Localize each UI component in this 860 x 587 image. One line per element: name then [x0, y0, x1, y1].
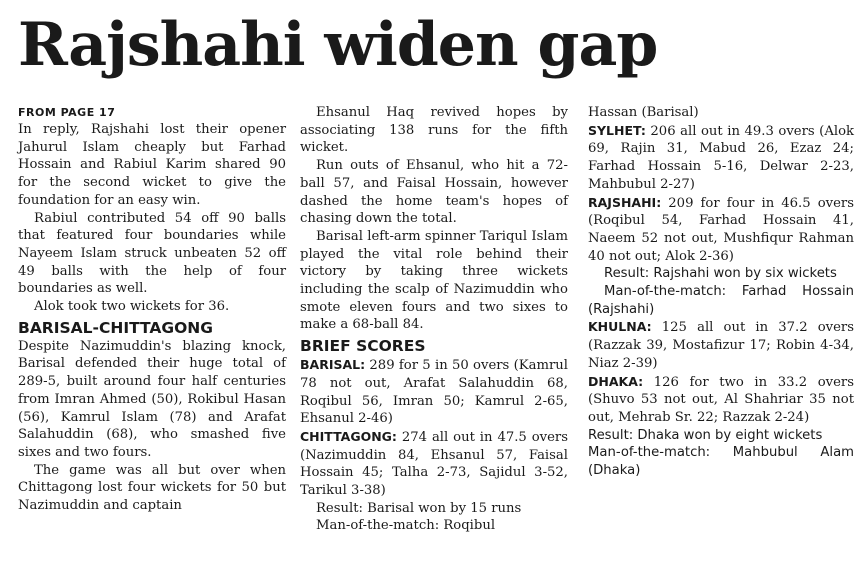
- man-of-the-match: Man-of-the-match: Roqibul: [316, 518, 496, 534]
- score-text: 289 for 5 in 50 overs (Kamrul 78 not out, Arafat Salahuddin 68, Roqibul 56, Imran 50; Kamrul 2-65, Ehsanul 2-46): [300, 358, 568, 427]
- article-column-2: [300, 104, 568, 535]
- paragraph: Rabiul contributed 54 off 90 balls that featured four boundaries while Nayeem Islam struck unbeaten 52 off 49 balls with the help of four boundaries as well.: [18, 210, 286, 297]
- paragraph: Run outs of Ehsanul, who hit a 72-ball 57, and Faisal Hossain, however dashed the home team's hopes of chasing down the total.: [300, 158, 568, 227]
- score-sylhet: [588, 122, 854, 194]
- paragraph: The game was all but over when Chittagong lost four wickets for 50 but Nazimuddin and captain: [18, 462, 286, 514]
- match-result: Result: Barisal won by 15 runs: [316, 500, 522, 516]
- article-column-3: [588, 104, 854, 480]
- team-name: CHITTAGONG:: [300, 428, 397, 444]
- paragraph: Hassan (Barisal): [588, 105, 699, 120]
- subhead-brief-scores: BRIEF SCORES: [300, 337, 426, 356]
- match-result: Result: Rajshahi won by six wickets: [604, 266, 837, 282]
- headline: Rajshahi widen gap: [18, 10, 658, 80]
- score-text: 209 for four in 46.5 overs (Roqibul 54, Farhad Hossain 41, Naeem 52 not out, Mushfiqur Rahman 40 not out; Alok 2-36): [588, 195, 854, 264]
- from-page-kicker: FROM PAGE 17: [18, 106, 116, 119]
- team-name: BARISAL:: [300, 357, 366, 373]
- paragraph: Ehsanul Haq revived hopes by associating 138 runs for the fifth wicket.: [300, 105, 568, 156]
- score-barisal: [300, 356, 568, 428]
- team-name: RAJSHAHI:: [588, 194, 662, 210]
- score-text: 274 all out in 47.5 overs (Nazimuddin 84, Ehsanul 57, Faisal Hossain 45; Talha 2-73, Sajidul 3-52, Tarikul 3-38): [300, 429, 568, 499]
- score-text: 126 for two in 33.2 overs (Shuvo 53 not out, Al Shahriar 35 not out, Mehrab Sr. 22; Razzak 2-24): [588, 374, 854, 425]
- score-dhaka: [588, 373, 854, 427]
- team-name: DHAKA:: [588, 373, 644, 389]
- paragraph: Barisal left-arm spinner Tariqul Islam played the vital role behind their victory by taking three wickets including the scalp of Nazimuddin who smote eleven fours and two sixes to make a 68-ball 84.: [300, 228, 568, 333]
- score-text: 125 all out in 37.2 overs (Razzak 39, Mostafizur 17; Robin 4-34, Niaz 2-39): [588, 320, 854, 371]
- team-name: KHULNA:: [588, 319, 652, 335]
- score-khulna: [588, 318, 854, 372]
- score-rajshahi: [588, 194, 854, 266]
- paragraph: Alok took two wickets for 36.: [34, 299, 230, 315]
- paragraph: Despite Nazimuddin's blazing knock, Barisal defended their huge total of 289-5, built around four half centuries from Imran Ahmed (50), Rokibul Hasan (56), Kamrul Islam (78) and Arafat Salahuddin (68), who smashed five sixes and two fours.: [18, 338, 286, 460]
- score-chittagong: [300, 428, 568, 500]
- team-name: SYLHET:: [588, 122, 646, 138]
- paragraph: In reply, Rajshahi lost their opener Jahurul Islam cheaply but Farhad Hossain and Rabiul Karim shared 90 for the second wicket to give the foundation for an easy win.: [18, 122, 286, 208]
- man-of-the-match: Man-of-the-match: Mahbubul Alam (Dhaka): [588, 445, 854, 479]
- article-column-1: [18, 104, 286, 515]
- score-text: 206 all out in 49.3 overs (Alok 69, Rajin 31, Mabud 26, Ezaz 24; Farhad Hossain 5-16, Delwar 2-23, Mahbubul 2-27): [588, 123, 854, 192]
- man-of-the-match: Man-of-the-match: Farhad Hossain (Rajshahi): [588, 284, 854, 317]
- match-result: Result: Dhaka won by eight wickets: [588, 427, 823, 443]
- subhead-barisal-chittagong: BARISAL-CHITTAGONG: [18, 318, 213, 337]
